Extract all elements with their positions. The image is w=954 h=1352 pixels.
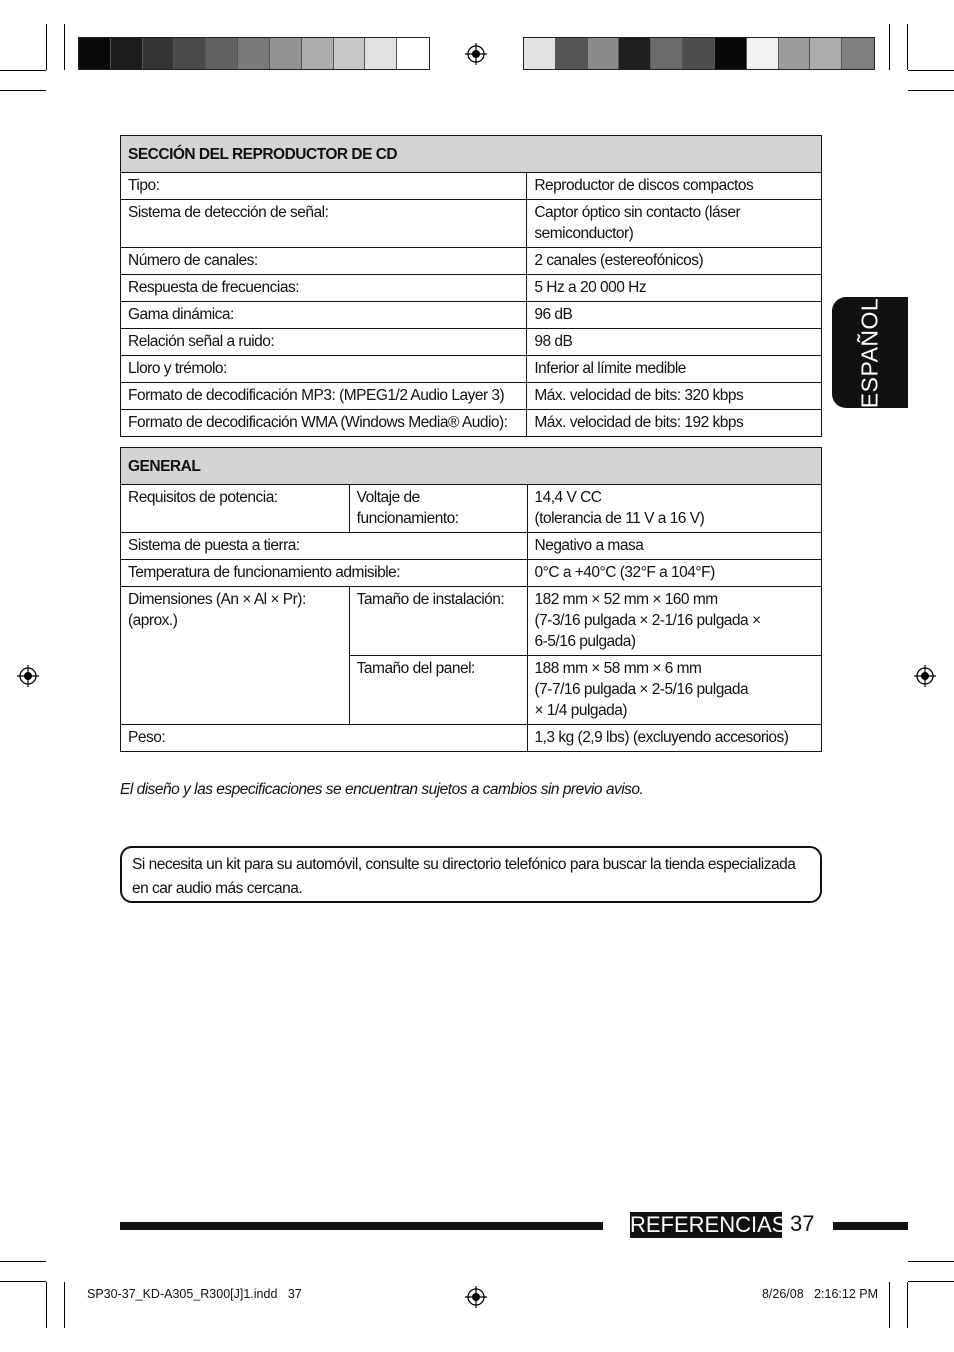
table-row [121,560,822,587]
panel-size-value [527,656,822,725]
table-row [121,410,822,437]
registration-mark-icon [465,1286,487,1308]
table-row [121,587,822,656]
registration-mark-icon [465,43,487,65]
crop-mark [64,1282,65,1328]
color-swatch [302,38,334,69]
table-row [121,485,822,533]
footer-rule-left [120,1222,603,1230]
registration-mark-icon [17,665,39,687]
power-value-line: (tolerancia de 11 V a 16 V) [534,510,705,527]
power-value-line: 14,4 V CC [534,489,602,506]
panel-size-line: 188 mm × 58 mm × 6 mm [534,660,702,677]
specifications-notice: El diseño y las especificaciones se encuentran sujetos a cambios sin previo aviso. [120,781,644,798]
spec-label: Gama dinámica: [121,302,527,329]
crop-mark [908,90,954,91]
cd-spec-table [120,135,822,437]
table-row [121,200,822,248]
language-tab-label: ESPAÑOL [856,297,883,408]
language-tab [832,297,908,408]
temperature-value: 0°C a +40°C (32°F a 104°F) [527,560,822,587]
dimensions-label-line: Dimensiones (An × Al × Pr): [128,591,306,608]
page-number: 37 [790,1211,815,1236]
color-swatch [842,38,874,69]
spec-value: Captor óptico sin contacto (láser semiconductor) [527,200,822,248]
table-row [121,173,822,200]
color-swatch [111,38,143,69]
color-swatch [810,38,842,69]
table-row [121,533,822,560]
spec-value: 5 Hz a 20 000 Hz [527,275,822,302]
temperature-label: Temperatura de funcionamiento admisible: [121,560,528,587]
color-swatch [556,38,588,69]
footer-rule-right [833,1222,908,1230]
ground-value: Negativo a masa [527,533,822,560]
color-calibration-bar-right [523,37,875,70]
registration-mark-icon [914,665,936,687]
spec-value: Inferior al límite medible [527,356,822,383]
install-size-line: 6-5/16 pulgada) [534,633,636,650]
spec-value: Reproductor de discos compactos [527,173,822,200]
table-row [121,383,822,410]
color-swatch [206,38,238,69]
crop-mark [889,1282,890,1328]
table-row [121,275,822,302]
spec-label: Respuesta de frecuencias: [121,275,527,302]
cd-section-title: SECCIÓN DEL REPRODUCTOR DE CD [121,136,822,173]
spec-value: 96 dB [527,302,822,329]
dimensions-label [121,587,350,725]
spec-value: 2 canales (estereofónicos) [527,248,822,275]
crop-mark [46,1282,47,1328]
spec-value: Máx. velocidad de bits: 192 kbps [527,410,822,437]
install-size-line: 182 mm × 52 mm × 160 mm [534,591,718,608]
spec-label: Sistema de detección de señal: [121,200,527,248]
color-swatch [524,38,556,69]
panel-size-line: × 1/4 pulgada) [534,702,628,719]
table-row [121,329,822,356]
crop-mark [908,70,954,71]
color-swatch [397,38,429,69]
general-spec-table [120,447,822,752]
slug-timestamp: 8/26/08 2:16:12 PM [761,1287,878,1301]
table-row [121,302,822,329]
color-swatch [174,38,206,69]
crop-mark [907,24,908,70]
spec-label: Relación señal a ruido: [121,329,527,356]
crop-mark [0,70,46,71]
crop-mark [908,1261,954,1262]
install-size-label: Tamaño de instalación: [349,587,527,656]
crop-mark [0,1281,46,1282]
weight-label: Peso: [121,725,528,752]
color-swatch [651,38,683,69]
color-swatch [334,38,366,69]
table-row [121,248,822,275]
power-sublabel: Voltaje de funcionamiento: [349,485,527,533]
crop-mark [64,24,65,70]
general-section-title: GENERAL [121,448,822,485]
color-swatch [270,38,302,69]
crop-mark [0,1261,46,1262]
section-label: REFERENCIAS [630,1212,787,1237]
spec-label: Formato de decodificación MP3: (MPEG1/2 Audio Layer 3) [121,383,527,410]
power-label: Requisitos de potencia: [121,485,350,533]
dimensions-label-line: (aprox.) [128,612,178,629]
crop-mark [0,90,46,91]
color-swatch [683,38,715,69]
color-calibration-bar-left [78,37,430,70]
slug-filename: SP30-37_KD-A305_R300[J]1.indd 37 [87,1287,302,1301]
color-swatch [143,38,175,69]
spec-label: Tipo: [121,173,527,200]
table-header-row [121,448,822,485]
table-row [121,356,822,383]
spec-label: Formato de decodificación WMA (Windows Media® Audio): [121,410,527,437]
color-swatch [779,38,811,69]
weight-value: 1,3 kg (2,9 lbs) (excluyendo accesorios) [527,725,822,752]
color-swatch [619,38,651,69]
ground-label: Sistema de puesta a tierra: [121,533,528,560]
spec-value: 98 dB [527,329,822,356]
power-value [527,485,822,533]
crop-mark [907,1282,908,1328]
panel-size-line: (7-7/16 pulgada × 2-5/16 pulgada [534,681,749,698]
color-swatch [588,38,620,69]
spec-value: Máx. velocidad de bits: 320 kbps [527,383,822,410]
crop-mark [908,1281,954,1282]
car-kit-info-box: Si necesita un kit para su automóvil, consulte su directorio telefónico para buscar la tienda especializada en car audio más cercana. [120,846,822,903]
color-swatch [79,38,111,69]
install-size-value [527,587,822,656]
crop-mark [46,24,47,70]
color-swatch [365,38,397,69]
table-header-row [121,136,822,173]
color-swatch [238,38,270,69]
spec-label: Lloro y trémolo: [121,356,527,383]
table-row [121,725,822,752]
color-swatch [747,38,779,69]
color-swatch [715,38,747,69]
crop-mark [889,24,890,70]
panel-size-label: Tamaño del panel: [349,656,527,725]
spec-label: Número de canales: [121,248,527,275]
install-size-line: (7-3/16 pulgada × 2-1/16 pulgada × [534,612,761,629]
